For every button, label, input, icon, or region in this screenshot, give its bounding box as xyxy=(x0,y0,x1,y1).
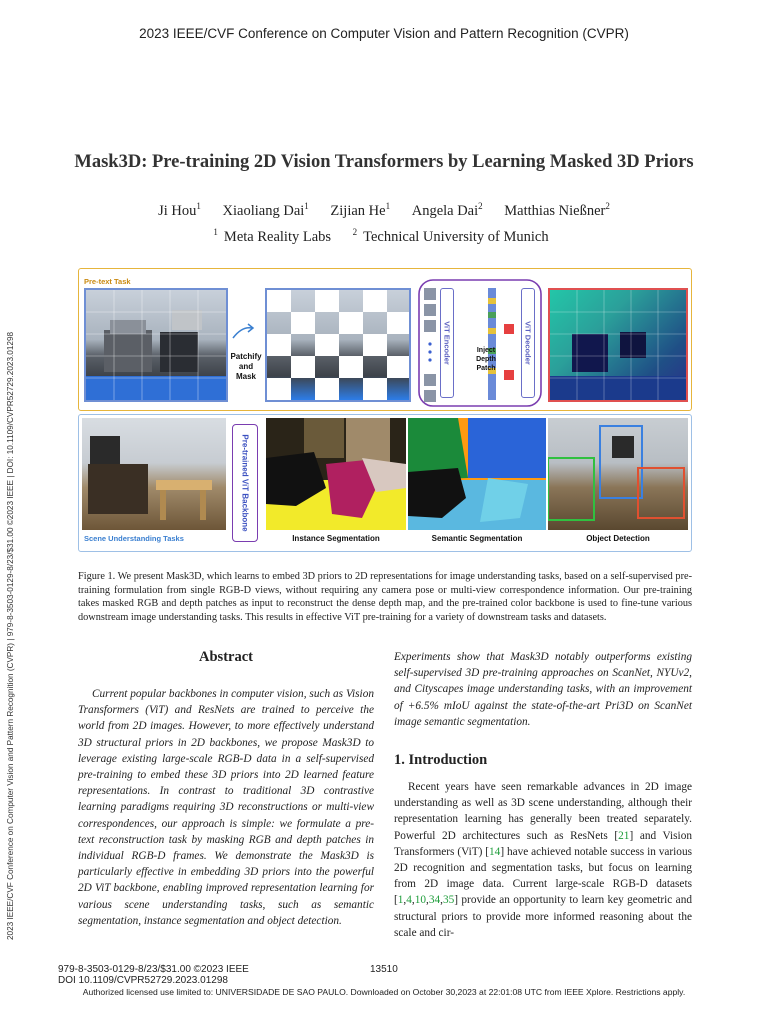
author-list xyxy=(0,203,768,220)
citation-link[interactable]: 21 xyxy=(618,829,630,842)
footer-identifiers xyxy=(58,964,249,986)
masked-rgb-image xyxy=(265,288,411,402)
teaser-figure xyxy=(78,266,692,552)
instance-seg-illustration xyxy=(266,418,406,530)
vit-decoder-block: ViT Decoder xyxy=(521,288,535,398)
citation-link[interactable]: 34 xyxy=(428,894,441,907)
scene-understanding-label: Scene Understanding Tasks xyxy=(84,534,184,543)
introduction-heading: 1. Introduction xyxy=(394,752,488,768)
doi-line: DOI 10.1109/CVPR52729.2023.01298 xyxy=(58,975,228,986)
patchify-label: Patchify and Mask xyxy=(230,352,262,381)
office-scene-illustration xyxy=(86,290,226,400)
vit-encoder-block: ViT Encoder xyxy=(440,288,454,398)
page-number: 13510 xyxy=(370,964,398,975)
abstract-text: Current popular backbones in computer vision, such as Vision Transformers (ViT) and ResNets are trained to perceive the world from 2D images. However, to more effectively understand 3D structural priors in 2D backbones, we propose Mask3D to leverage existing large-scale RGB-D data in a self-supervised pre-training to embed these 3D priors into 2D learned feature representations. In contrast to traditional 3D contrastive learning paradigms requiring 3D reconstructions or multi-view correspondences, our approach is simple: we formulate a pre-text reconstruction task by masking RGB and depth patches in individual RGB-D frames. We demonstrate the Mask3D is particularly effective in embedding 3D priors into the powerful 2D ViT backbone, enabling improved representation learning for various scene understanding tasks, such as semantic segmentation, instance segmentation and object detection. xyxy=(78,688,374,927)
pretext-label: Pre-text Task xyxy=(84,277,131,286)
author: Angela Dai$^2$ xyxy=(411,201,483,219)
abstract-heading: Abstract xyxy=(199,649,253,665)
object-detection-title: Object Detection xyxy=(586,534,650,543)
citation-link[interactable]: 35 xyxy=(442,894,455,907)
conference-header: 2023 IEEE/CVF Conference on Computer Vision and Pattern Recognition (CVPR) xyxy=(139,26,629,41)
license-notice: Authorized licensed use limited to: UNIVERSIDADE DE SAO PAULO. Downloaded on October 30,2023 at 22:01:08 UTC from IEEE Xplore. Restrictions apply. xyxy=(82,987,686,997)
citation-link[interactable]: 1 xyxy=(397,894,404,907)
object-detection-image xyxy=(548,418,688,530)
side-margin-note: 2023 IEEE/CVF Conference on Computer Vision and Pattern Recognition (CVPR) | 979-8-3503-0129-8/23/$31.00 ©2023 IEEE | DOI: 10.1109/CVPR52729.2023.01298 xyxy=(6,331,15,940)
semantic-seg-title: Semantic Segmentation xyxy=(431,534,523,543)
object-detection-illustration xyxy=(548,418,688,530)
affiliations xyxy=(0,229,768,246)
mask-pattern xyxy=(267,290,409,400)
citation-link[interactable]: 10 xyxy=(414,894,427,907)
affiliation: $^2$ Technical University of Munich xyxy=(352,227,549,245)
instance-seg-title: Instance Segmentation xyxy=(292,534,380,543)
input-rgb-image xyxy=(84,288,228,402)
semantic-segmentation-image xyxy=(408,418,546,530)
author: Zijian He$^1$ xyxy=(330,201,391,219)
curved-arrow-icon xyxy=(230,322,256,342)
author: Xiaoliang Dai$^1$ xyxy=(222,201,309,219)
citation-link[interactable]: 14 xyxy=(489,845,501,858)
author: Matthias Nießner$^2$ xyxy=(504,201,610,219)
scene-rgb-image xyxy=(82,418,226,530)
inject-depth-label: Inject Depth Patch xyxy=(476,347,496,372)
reconstructed-depth-map xyxy=(548,288,688,402)
citation-link[interactable]: 4 xyxy=(406,894,412,907)
room-illustration xyxy=(82,418,226,530)
abstract-continued: Experiments show that Mask3D notably outperforms existing self-supervised 3D pre-training approaches on ScanNet, NYUv2, and Cityscapes image understanding tasks, with an improvement of +6.5% mIoU against the state-of-the-art Pri3D on ScanNet image semantic segmentation. xyxy=(394,651,692,728)
isbn-line: 979-8-3503-0129-8/23/$31.00 ©2023 IEEE xyxy=(58,964,249,975)
figure-caption: Figure 1. We present Mask3D, which learns to embed 3D priors to 2D representations for image understanding tasks, based on a self-supervised pre-training formulation from single RGB-D views, without requiring any camera pose or multi-view correspondence information. Our pre-training takes masked RGB and depth patches as input to reconstruct the dense depth map, and the pre-trained color backbone is used to fine-tune various downstream image understanding tasks. This results in effective ViT pre-training for a variety of downstream tasks and datasets. xyxy=(78,571,692,623)
author: Ji Hou$^1$ xyxy=(158,201,201,219)
depth-illustration xyxy=(550,290,686,400)
affiliation: $^1$ Meta Reality Labs xyxy=(213,227,332,245)
introduction-paragraph: Recent years have seen remarkable advances in 2D image understanding as well as 3D scene understanding, although their representation learning has generally been treated separately. Powerful 2D architectures such as ResNets [21] and Vision Transformers (ViT) [14] have achieved notable success in various 2D recognition and segmentation tasks, but focus on learning from 2D image data. Current large-scale RGB-D datasets [1,4,10,34,35] provide an opportunity to learn key geometric and structural priors to provide more informed reasoning about the scale and cir- xyxy=(394,781,692,939)
pretrained-backbone-block: Pre-trained ViT Backbone xyxy=(232,424,258,542)
paper-title: Mask3D: Pre-training 2D Vision Transformers by Learning Masked 3D Priors xyxy=(74,152,694,172)
instance-segmentation-image xyxy=(266,418,406,530)
semantic-seg-illustration xyxy=(408,418,546,530)
